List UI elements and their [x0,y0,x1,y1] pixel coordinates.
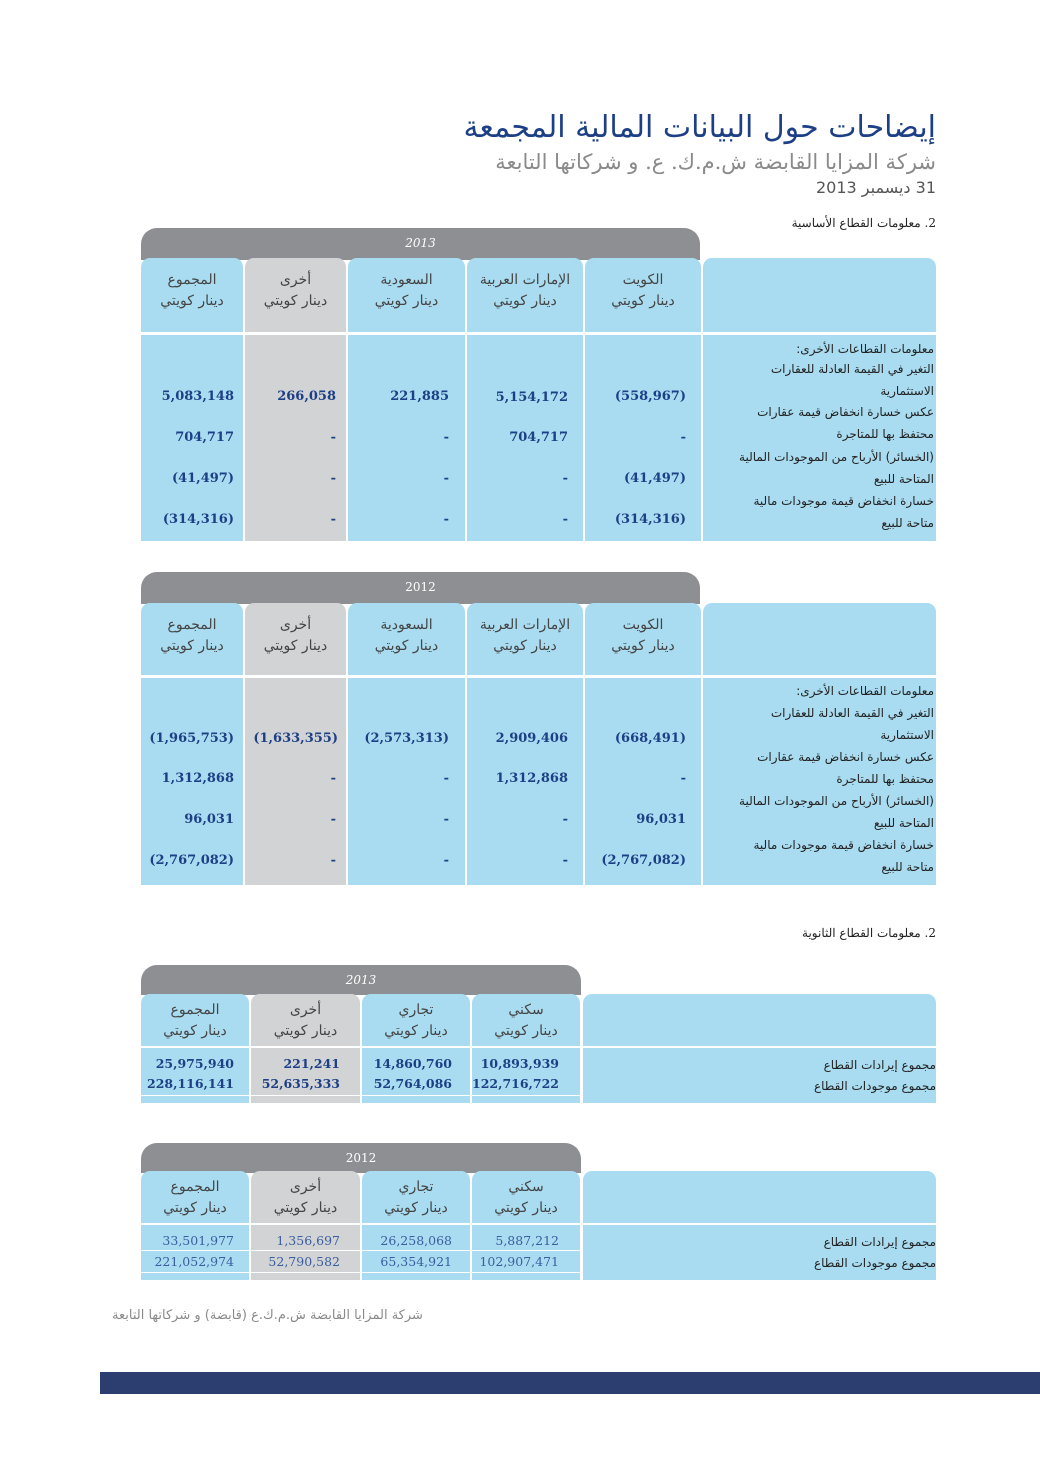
cell-value: - [680,430,686,445]
cell-value: - [330,812,336,827]
row-divider [141,1250,580,1251]
cell-value: (668,491) [614,731,686,746]
cell-value: - [330,430,336,445]
cell-value: 221,241 [283,1056,340,1071]
column-header-residential: سكني دينار كويتي [472,994,580,1046]
row-labels-column [583,1225,936,1280]
column-header-other: أخرى دينار كويتي [251,994,360,1046]
cell-value: 52,635,333 [261,1076,340,1091]
cell-value: - [562,512,568,527]
label-header [703,603,936,675]
label-header [583,994,936,1046]
cell-value: (2,767,082) [149,853,234,868]
cell-value: 221,885 [390,389,449,404]
row-divider [141,1272,580,1273]
cell-value: (2,573,313) [364,731,449,746]
label-header [703,258,936,332]
cell-value: 10,893,939 [480,1056,559,1071]
cell-value: - [330,512,336,527]
column-header-kuwait: الكويت دينار كويتي [585,603,701,675]
column-header-saudi: السعودية دينار كويتي [348,603,465,675]
cell-value: 122,716,722 [472,1076,559,1091]
cell-value: 1,356,697 [276,1233,340,1248]
column-header-uae: الإمارات العربية دينار كويتي [467,603,583,675]
cell-value: - [330,471,336,486]
row-label: معلومات القطاعات الأخرى: [796,684,934,698]
row-label: الاستثمارية [880,728,934,742]
cell-value: 65,354,921 [380,1254,452,1269]
cell-value: 102,907,471 [479,1254,559,1269]
cell-value: - [443,853,449,868]
cell-value: 25,975,940 [155,1056,234,1071]
column-header-saudi: السعودية دينار كويتي [348,258,465,332]
cell-value: 14,860,760 [373,1056,452,1071]
cell-value: - [680,771,686,786]
row-label: المتاحة للبيع [873,816,934,830]
cell-value: - [562,471,568,486]
cell-value: 2,909,406 [495,731,568,746]
cell-value: - [443,771,449,786]
row-label: خسارة انخفاض قيمة موجودات مالية [753,494,934,508]
cell-value: 5,154,172 [495,390,568,405]
footer-bar [100,1372,1040,1394]
cell-value: (41,497) [171,471,234,486]
page-subtitle: شركة المزايا القابضة ش.م.ك. ع. و شركاتها التابعة [495,150,936,174]
row-label: الاستثمارية [880,384,934,398]
column-header-total: المجموع دينار كويتي [141,603,243,675]
cell-value: (41,497) [623,471,686,486]
column-header-commercial: تجاري دينار كويتي [362,1171,470,1223]
column-header-uae: الإمارات العربية دينار كويتي [467,258,583,332]
column-header-residential: سكني دينار كويتي [472,1171,580,1223]
label-header [583,1171,936,1223]
cell-value: - [330,853,336,868]
cell-value: 1,312,868 [161,771,234,786]
cell-value: - [443,812,449,827]
cell-value: - [443,512,449,527]
row-label: محتفظ بها للمتاجرة [836,772,934,786]
column-header-other: أخرى دينار كويتي [245,603,346,675]
row-label: خسارة انخفاض قيمة موجودات مالية [753,838,934,852]
cell-value: 266,058 [277,389,336,404]
year-bar: 2013 [141,228,700,260]
row-label: مجموع إيرادات القطاع [823,1235,936,1249]
column-header-total: المجموع دينار كويتي [141,994,249,1046]
cell-value: (558,967) [614,389,686,404]
cell-value: (314,316) [162,512,234,527]
column-header-other: أخرى دينار كويتي [245,258,346,332]
cell-value: 52,764,086 [373,1076,452,1091]
row-labels-column [583,1048,936,1103]
row-label: معلومات القطاعات الأخرى: [796,342,934,356]
cell-value: 26,258,068 [380,1233,452,1248]
cell-value: - [330,771,336,786]
row-label: المتاحة للبيع [873,472,934,486]
row-label: مجموع موجودات القطاع [813,1256,936,1270]
year-bar: 2013 [141,965,581,995]
report-date: 31 ديسمبر 2013 [815,178,936,197]
row-divider [141,1095,580,1096]
year-bar: 2012 [141,1143,581,1173]
cell-value: - [562,853,568,868]
footer-company-name: شركة المزايا القابضة ش.م.ك.ع (قابضة) و شركاتها التابعة [112,1308,423,1323]
column-header-kuwait: الكويت دينار كويتي [585,258,701,332]
cell-value: 52,790,582 [268,1254,340,1269]
row-label: متاحة للبيع [881,860,934,874]
cell-value: (1,965,753) [149,731,234,746]
column-header-commercial: تجاري دينار كويتي [362,994,470,1046]
year-bar: 2012 [141,572,700,604]
cell-value: (314,316) [614,512,686,527]
column-header-other: أخرى دينار كويتي [251,1171,360,1223]
row-label: عكس خسارة انخفاض قيمة عقارات [757,750,934,764]
cell-value: 33,501,977 [162,1233,234,1248]
cell-value: 221,052,974 [154,1254,234,1269]
section-primary-heading: 2. معلومات القطاع الأساسية [791,216,936,230]
cell-value: 704,717 [175,430,234,445]
column-header-total: المجموع دينار كويتي [141,258,243,332]
cell-value: 96,031 [184,812,234,827]
page-title: إيضاحات حول البيانات المالية المجمعة [463,110,936,145]
row-label: عكس خسارة انخفاض قيمة عقارات [757,405,934,419]
cell-value: 228,116,141 [147,1076,234,1091]
cell-value: 1,312,868 [495,771,568,786]
cell-value: (1,633,355) [253,731,338,746]
cell-value: 5,887,212 [495,1233,559,1248]
row-label: التغير في القيمة العادلة للعقارات [770,362,934,376]
row-label: متاحة للبيع [881,516,934,530]
cell-value: - [443,430,449,445]
cell-value: - [443,471,449,486]
row-label: مجموع موجودات القطاع [813,1079,936,1093]
row-label: (الخسائر) الأرباح من الموجودات المالية [739,794,934,808]
column-header-total: المجموع دينار كويتي [141,1171,249,1223]
cell-value: 5,083,148 [161,389,234,404]
row-label: التغير في القيمة العادلة للعقارات [770,706,934,720]
cell-value: 96,031 [636,812,686,827]
row-label: محتفظ بها للمتاجرة [836,427,934,441]
row-label: مجموع إيرادات القطاع [823,1058,936,1072]
section-secondary-heading: 2. معلومات القطاع الثانوية [802,926,936,940]
cell-value: 704,717 [509,430,568,445]
cell-value: (2,767,082) [601,853,686,868]
cell-value: - [562,812,568,827]
row-label: (الخسائر) الأرباح من الموجودات المالية [739,450,934,464]
